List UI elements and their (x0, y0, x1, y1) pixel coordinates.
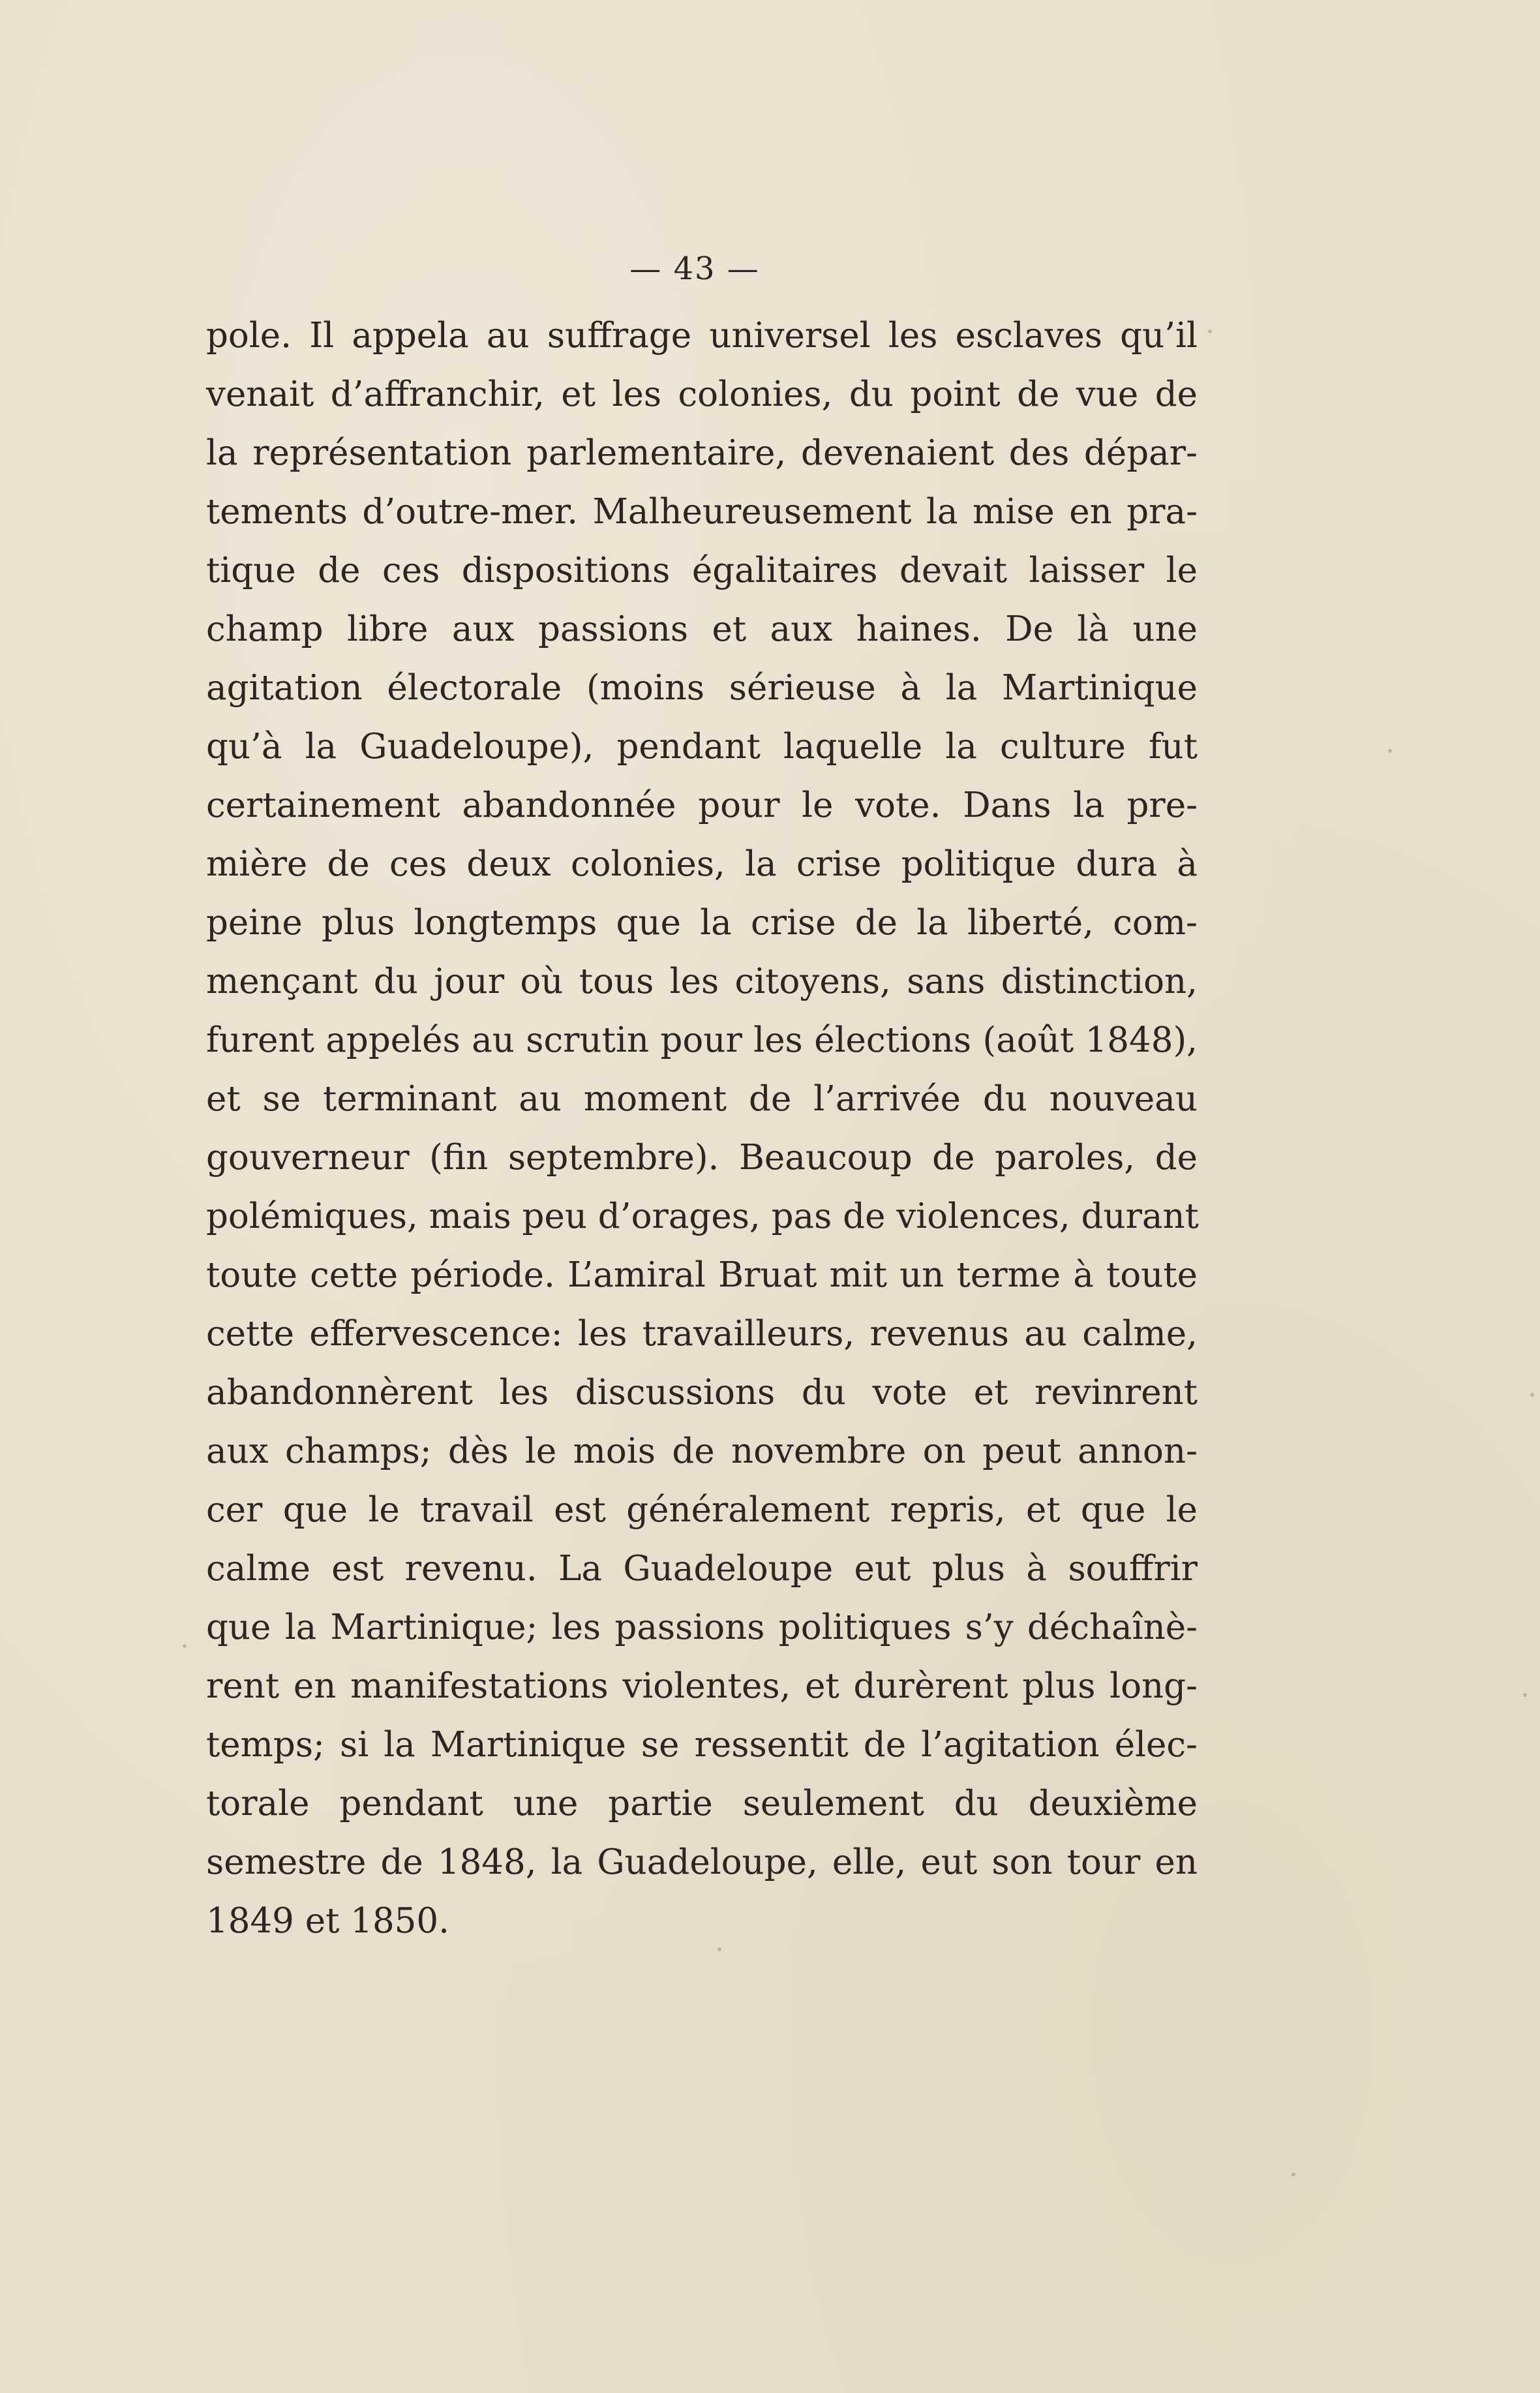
text-line: mière de ces deux colonies, la crise politique dura à (206, 844, 1198, 884)
paper-speck (1523, 1693, 1527, 1697)
paper-speck (1530, 1393, 1534, 1397)
text-line: polémiques, mais peu d’orages, pas de violences, durant (206, 1196, 1199, 1236)
text-line: agitation électorale (moins sérieuse à la Martinique (206, 668, 1198, 708)
paper-speck (1208, 329, 1212, 333)
text-line: que la Martinique; les passions politiques s’y déchaînè- (206, 1608, 1198, 1647)
text-line: pole. Il appela au suffrage universel les esclaves qu’il (206, 316, 1198, 356)
text-line: peine plus longtemps que la crise de la liberté, com- (206, 903, 1198, 943)
text-line: cer que le travail est généralement repris, et que le (206, 1490, 1198, 1530)
text-line: toute cette période. L’amiral Bruat mit un terme à toute (206, 1255, 1198, 1295)
text-line: cette effervescence: les travailleurs, revenus au calme, (206, 1314, 1198, 1354)
text-line: la représentation parlementaire, devenaient des dépar- (206, 433, 1198, 473)
text-line: 1849 et 1850. (206, 1901, 449, 1941)
text-line: tique de ces dispositions égalitaires devait laisser le (206, 551, 1198, 590)
text-line: champ libre aux passions et aux haines. De là une (206, 609, 1198, 649)
text-line: et se terminant au moment de l’arrivée du nouveau (206, 1079, 1198, 1119)
text-line: temps; si la Martinique se ressentit de l’agitation élec- (206, 1725, 1198, 1765)
paper-speck (1291, 2172, 1295, 2176)
text-line: torale pendant une partie seulement du deuxième (206, 1784, 1198, 1823)
text-line: semestre de 1848, la Guadeloupe, elle, eut son tour en (206, 1842, 1198, 1882)
text-line: gouverneur (fin septembre). Beaucoup de paroles, de (206, 1138, 1198, 1178)
text-line: abandonnèrent les discussions du vote et revinrent (206, 1373, 1198, 1412)
paper-speck (183, 1644, 187, 1648)
text-line: venait d’affranchir, et les colonies, du point de vue de (206, 374, 1198, 414)
page-number: — 43 — (629, 251, 760, 287)
text-line: calme est revenu. La Guadeloupe eut plus à souffrir (206, 1549, 1198, 1589)
text-line: certainement abandonnée pour le vote. Dans la pre- (206, 785, 1198, 825)
paper-speck (1388, 749, 1392, 753)
text-line: aux champs; dès le mois de novembre on peut annon- (206, 1431, 1198, 1471)
text-line: mençant du jour où tous les citoyens, sans distinction, (206, 962, 1198, 1001)
text-line: tements d’outre-mer. Malheureusement la mise en pra- (206, 492, 1198, 532)
text-line: rent en manifestations violentes, et durèrent plus long- (206, 1666, 1198, 1706)
paper-speck (717, 1947, 721, 1951)
text-line: furent appelés au scrutin pour les élections (août 1848), (206, 1020, 1198, 1060)
body-paragraph (206, 307, 1198, 1951)
text-line: qu’à la Guadeloupe), pendant laquelle la culture fut (206, 727, 1198, 767)
